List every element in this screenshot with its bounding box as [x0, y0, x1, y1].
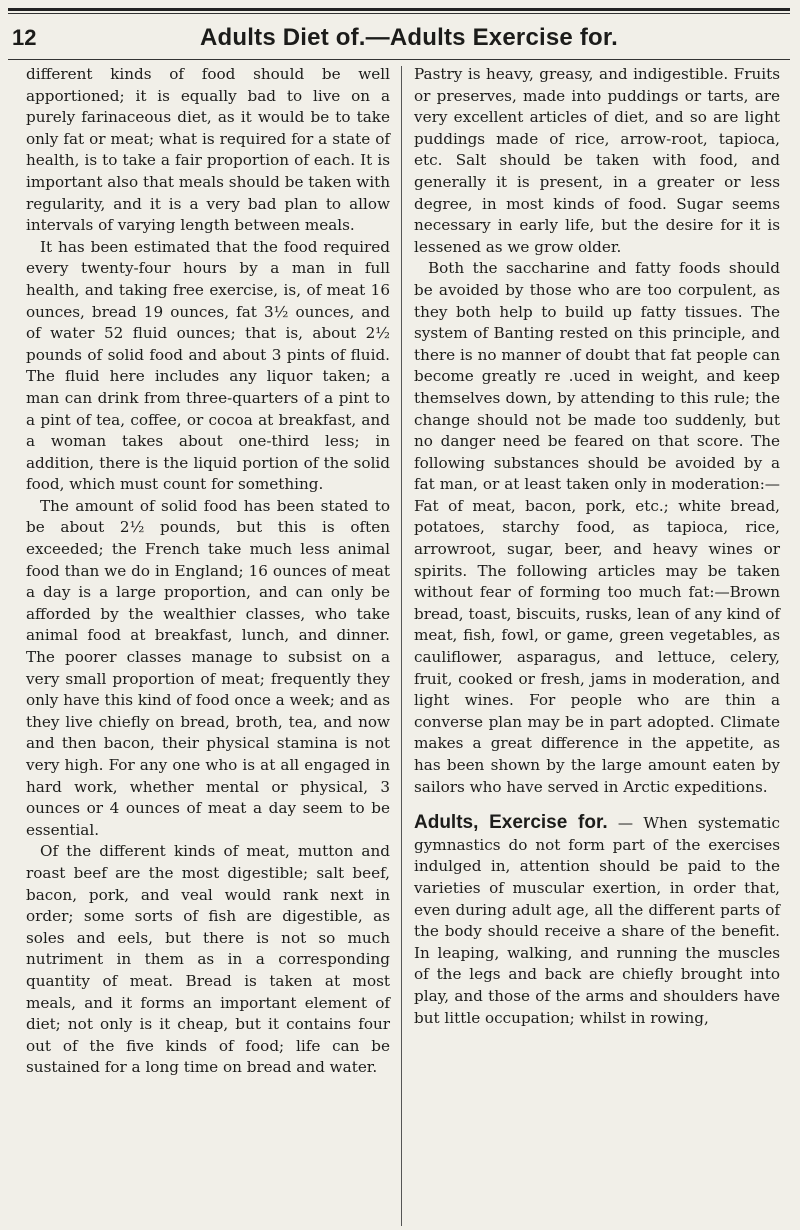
paragraph: Pastry is heavy, greasy, and indigestible. Fruits or preserves, made into puddings or tarts, are very excellent articles of diet, and so are light puddings made of rice, arrow-root, tapioca, etc. Salt should be taken with food, and generally it is present, in a greater or less degree, in most kinds of food. Sugar seems necessary in early life, but the desire for it is lessened as we grow older. [414, 65, 780, 256]
paragraph: Of the different kinds of meat, mutton and roast beef are the most digestible; salt beef, bacon, pork, and veal would rank next in order; some sorts of fish are digestible, as soles and eels, but there is not so much nutriment in them as in a corresponding quantity of meat. Bread is taken at most meals, and it forms an important element of diet; not only is it cheap, but it contains four out of the five kinds of food; life can be sustained for a long time on bread and water. [26, 842, 390, 1077]
paragraph: different kinds of food should be well apportioned; it is equally bad to live on a purely farinaceous diet, as it would be to take only fat or meat; what is required for a state of health, is to take a fair proportion of each. It is important also that meals should be taken with regularity, and it is a very bad plan to allow intervals of varying length between meals. [26, 65, 390, 235]
header-rule [8, 59, 790, 60]
top-rule-thin [8, 13, 790, 14]
paragraph: It has been estimated that the food required every twenty-four hours by a man in full health, and taking free exercise, is, of meat 16 ounces, bread 19 ounces, fat 3½ ounces, and of water 52 fluid ounces; that is, about 2½ pounds of solid food and about 3 pints of fluid. The fluid here includes any liquor taken; a man can drink from three-quarters of a pint to a pint of tea, coffee, or cocoa at breakfast, and a woman takes about one-third less; in addition, there is the liquid portion of the solid food, which must count for something. [26, 237, 390, 494]
section-text: — When systematic gymnastics do not form part of the exercises indulged in, attention should be paid to the varieties of muscular exertion, in order that, even during adult age, all the different parts of the body should receive a share of the benefit. In leaping, walking, and running the muscles of the legs and back are chiefly brought into play, and those of the arms and shoulders have but little occupation; whilst in rowing, [414, 814, 781, 1027]
section-heading: Adults, Exercise for. [414, 812, 608, 834]
page-number: 12 [12, 25, 37, 50]
section-adults-exercise [414, 812, 780, 1029]
top-rule [8, 8, 790, 11]
right-column [414, 64, 780, 1029]
paragraph: The amount of solid food has been stated to be about 2½ pounds, but this is often exceeded; the French take much less animal food than we do in England; 16 ounces of meat a day is a large proportion, and can only be afforded by the wealthier classes, who take animal food at breakfast, lunch, and dinner. The poorer classes manage to subsist on a very small proportion of meat; frequently they only have this kind of food once a week; and as they live chiefly on bread, broth, tea, and now and then bacon, their physical stamina is not very high. For any one who is at all engaged in hard work, whether mental or physical, 3 ounces or 4 ounces of meat a day seem to be essential. [26, 496, 390, 839]
paragraph: Both the saccharine and fatty foods should be avoided by those who are too corpulent, as they both help to build up fatty tissues. The system of Banting rested on this principle, and there is no manner of doubt that fat people can become greatly re .uced in weight, and keep themselves down, by attending to this rule; the change should not be made too suddenly, but no danger need be feared on that score. The following substances should be avoided by a fat man, or at least taken only in moderation:—Fat of meat, bacon, pork, etc.; white bread, potatoes, starchy food, as tapioca, rice, arrowroot, sugar, beer, and heavy wines or spirits. The following articles may be taken without fear of forming too much fat:—Brown bread, toast, biscuits, rusks, lean of any kind of meat, fish, fowl, or game, green vegetables, as cauliflower, asparagus, and lettuce, celery, fruit, cooked or fresh, jams in moderation, and light wines. For people who are thin a converse plan may be in part adopted. Climate makes a great difference in the appetite, as has been shown by the large amount eaten by sailors who have served in Arctic expeditions. [414, 259, 780, 796]
left-column [26, 64, 390, 1079]
running-head: Adults Diet of.—Adults Exercise for. [200, 24, 618, 51]
column-divider [401, 66, 402, 1226]
page-header [12, 20, 786, 56]
